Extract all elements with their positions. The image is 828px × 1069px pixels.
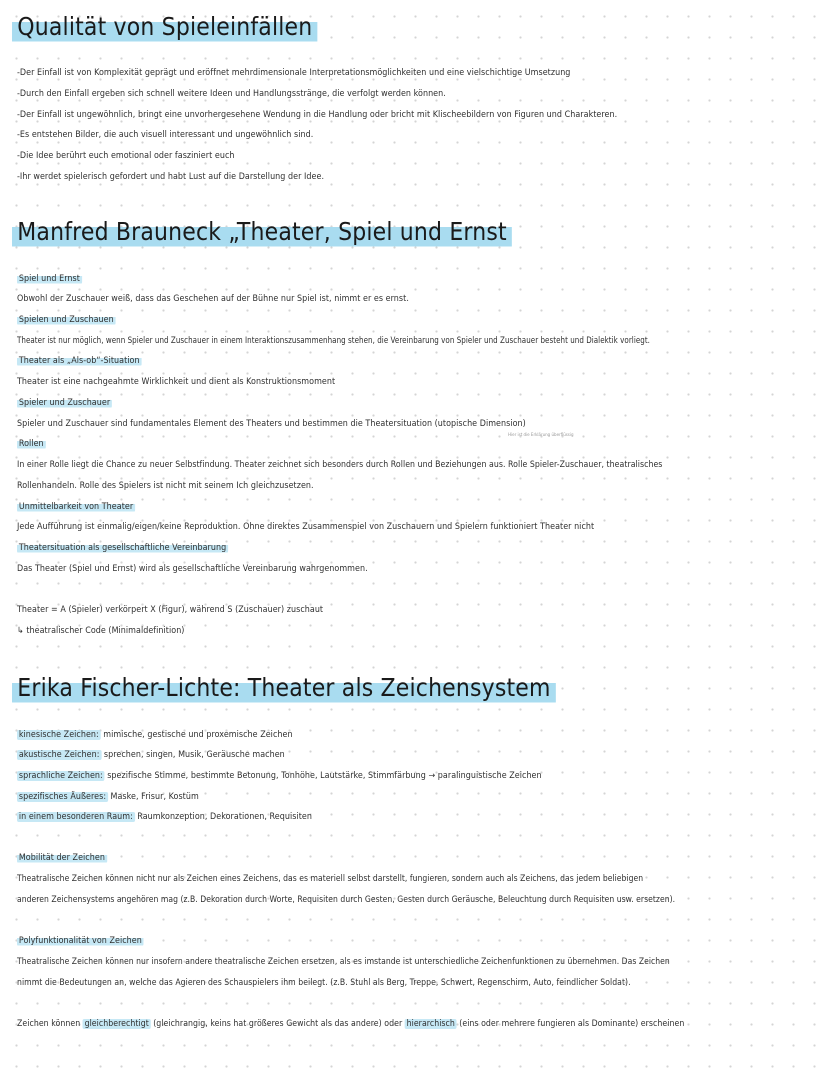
- paragraph-rollen-line1: In einer Rolle liegt die Chance zu neuer Selbstfindung. Theater zeichnet sich besonders durch Rollen und Beziehungen aus. Rolle Spieler-Zuschauer, theatralisches: [17, 460, 663, 470]
- section-title-brauneck: Manfred Brauneck „Theater, Spiel und Ernst: [12, 215, 512, 249]
- paragraph-spiel-ernst: Obwohl der Zuschauer weiß, dass das Geschehen auf der Bühne nur Spiel ist, nimmt er es ernst.: [17, 294, 409, 304]
- list-item: [17, 811, 312, 823]
- arrow-icon: ↳: [17, 626, 24, 636]
- subheading-spiel-ernst: Spiel und Ernst: [18, 274, 80, 284]
- bullet-item: -Der Einfall ist von Komplexität geprägt und eröffnet mehrdimensionale Interpretationsmöglichkeiten und eine vielschichtige Umsetzung: [17, 68, 571, 78]
- list-item: [17, 749, 285, 761]
- item-text: mimische, gestische und proxemische Zeichen: [100, 730, 293, 740]
- subheading-rollen: Rollen: [18, 439, 44, 449]
- theater-formula-sub: [17, 625, 184, 637]
- paragraph-final: [17, 1018, 684, 1030]
- paragraph-spieler-zuschauer: Spieler und Zuschauer sind fundamentales Element des Theaters und bestimmen die Theatersituation (utopische Dimension): [17, 419, 526, 429]
- paragraph-mobilitaet-line2: anderen Zeichensystems angehören mag (z.B. Dekoration durch Worte, Requisiten durch Gesten, Gesten durch Geräusche, Beleuchtung durch Requisiten usw. ersetzen).: [17, 895, 676, 905]
- list-item: [17, 770, 542, 782]
- bullet-item: -Durch den Einfall ergeben sich schnell weitere Ideen und Handlungsstränge, die verfolgt werden können.: [17, 89, 446, 99]
- paragraph-theatersituation: Das Theater (Spiel und Ernst) wird als gesellschaftliche Vereinbarung wahrgenommen.: [17, 564, 368, 574]
- bullet-item: -Es entstehen Bilder, die auch visuell interessant und ungewöhnlich sind.: [17, 130, 314, 140]
- list-item: [17, 729, 293, 741]
- section-title-fischer-lichte: Erika Fischer-Lichte: Theater als Zeichensystem: [12, 671, 556, 705]
- subheading-spielen-zuschauen: Spielen und Zuschauen: [18, 315, 114, 325]
- item-label: sprachliche Zeichen:: [18, 771, 103, 781]
- tiny-annotation: Hier ist die Erklärung überflüssig: [508, 432, 574, 437]
- paragraph-unmittelbarkeit: Jede Aufführung ist einmalig/eigen/keine Reproduktion. Ohne direktes Zusammenspiel von Zuschauern und Spielern funktioniert Theater nicht: [17, 522, 595, 532]
- paragraph-poly-line1: Theatralische Zeichen können nur insofern andere theatralische Zeichen ersetzen, als es imstande ist unterschiedliche Zeichenfunktionen zu übernehmen. Das Zeichen: [17, 957, 670, 967]
- item-label: spezifisches Äußeres:: [18, 792, 107, 802]
- item-label: in einem besonderen Raum:: [18, 812, 133, 822]
- subheading-unmittelbarkeit: Unmittelbarkeit von Theater: [18, 502, 134, 512]
- item-label: kinesische Zeichen:: [18, 730, 99, 740]
- subheading-theatersituation: Theatersituation als gesellschaftliche Vereinbarung: [18, 543, 227, 553]
- formula-subtext: theatralischer Code (Minimaldefinition): [26, 626, 185, 636]
- paragraph-rollen-line2: Rollenhandeln. Rolle des Spielers ist nicht mit seinem Ich gleichzusetzen.: [17, 481, 314, 491]
- paragraph-mobilitaet-line1: Theatralische Zeichen können nicht nur als Zeichen eines Zeichens, das es materiell selbst darstellt, fungieren, sondern auch als Zeichens, das jedem beliebigen: [17, 874, 644, 884]
- subheading-mobilitaet: Mobilität der Zeichen: [18, 853, 105, 863]
- item-text: Maske, Frisur, Kostüm: [107, 792, 199, 802]
- item-text: sprechen, singen, Musik, Geräusche machen: [101, 750, 285, 760]
- final-text: (gleichrangig, keins hat größeres Gewicht als das andere) oder: [150, 1019, 405, 1029]
- final-text: (eins oder mehrere fungieren als Dominante) erscheinen: [456, 1019, 685, 1029]
- highlight-gleichberechtigt: gleichberechtigt: [84, 1019, 149, 1029]
- theater-formula: Theater = A (Spieler) verkörpert X (Figur), während S (Zuschauer) zuschaut: [17, 605, 324, 615]
- bullet-item: -Ihr werdet spielerisch gefordert und habt Lust auf die Darstellung der Idee.: [17, 172, 325, 182]
- highlight-hierarchisch: hierarchisch: [406, 1019, 455, 1029]
- paragraph-als-ob: Theater ist eine nachgeahmte Wirklichkeit und dient als Konstruktionsmoment: [17, 377, 336, 387]
- item-label: akustische Zeichen:: [18, 750, 100, 760]
- paragraph-poly-line2: nimmt die Bedeutungen an, welche das Agieren des Schauspielers ihm beilegt. (z.B. Stuhl als Berg, Treppe, Schwert, Regenschirm, Auto, feindlicher Soldat).: [17, 978, 631, 988]
- subheading-als-ob: Theater als „Als-ob“-Situation: [18, 356, 140, 366]
- subheading-polyfunktionalitaet: Polyfunktionalität von Zeichen: [18, 936, 142, 946]
- item-text: spezifische Stimme, bestimmte Betonung, Tonhöhe, Lautstärke, Stimmfärbung → paralinguistische Zeichen: [104, 771, 542, 781]
- bullet-item: -Die Idee berührt euch emotional oder fasziniert euch: [17, 151, 235, 161]
- section-title-spieleinfaelle: Qualität von Spieleinfällen: [12, 10, 318, 44]
- paragraph-spielen-zuschauen: Theater ist nur möglich, wenn Spieler und Zuschauer in einem Interaktionszusammenhang stehen, die Vereinbarung von Spieler und Zuschauer besteht und Dialektik vorliegt.: [17, 336, 650, 346]
- subheading-spieler-zuschauer: Spieler und Zuschauer: [18, 398, 111, 408]
- list-item: [17, 791, 199, 803]
- final-text: Zeichen können: [17, 1019, 83, 1029]
- bullet-item: -Der Einfall ist ungewöhnlich, bringt eine unvorhergesehene Wendung in die Handlung oder bricht mit Klischeebildern von Figuren und Charakteren.: [17, 110, 618, 120]
- item-text: Raumkonzeption, Dekorationen, Requisiten: [134, 812, 312, 822]
